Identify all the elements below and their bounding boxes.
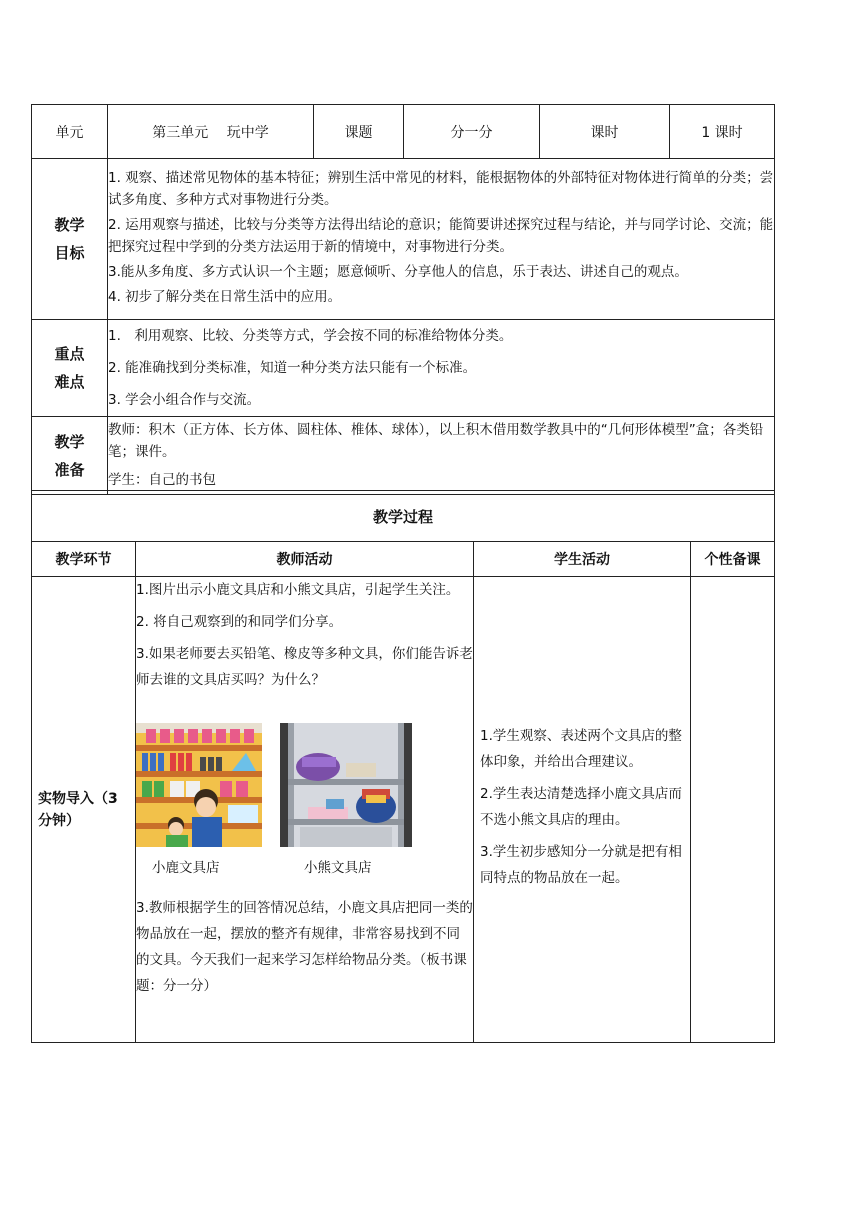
teacher-activity-cell	[136, 577, 474, 1043]
preparation-item: 教师：积木（正方体、长方体、圆柱体、椎体、球体），以上积木借用数学教具中的“几何形体模型”盒；各类铅笔；课件。	[108, 422, 764, 460]
column-teacher: 教师活动	[136, 542, 474, 577]
goal-item: 4. 初步了解分类在日常生活中的应用。	[108, 289, 342, 305]
goals-content	[108, 159, 775, 320]
goal-item: 2. 运用观察与描述，比较与分类等方法得出结论的意识；能简要讲述探究过程与结论，并与同学讨论、交流；能把探究过程中学到的分类方法运用于新的情境中，对事物进行分类。	[108, 217, 774, 255]
bear-store-image	[280, 723, 412, 847]
teacher-step: 1.图片出示小鹿文具店和小熊文具店，引起学生关注。	[136, 582, 460, 598]
store-images	[136, 723, 473, 847]
stage-cell: 实物导入（3分钟）	[32, 577, 136, 1043]
personal-notes-cell	[691, 577, 775, 1043]
student-step: 1.学生观察、表述两个文具店的整体印象，并给出合理建议。	[480, 727, 682, 770]
process-table	[31, 490, 775, 1043]
key-point-item: 1. 利用观察、比较、分类等方式，学会按不同的标准给物体分类。	[108, 328, 513, 344]
process-title: 教学过程	[32, 491, 775, 542]
teacher-step: 3.如果老师要去买铅笔、橡皮等多种文具，你们能告诉老师去谁的文具店买吗？为什么？	[136, 646, 473, 688]
student-step: 3.学生初步感知分一分就是把有相同特点的物品放在一起。	[480, 843, 682, 886]
topic-value: 分一分	[404, 105, 540, 159]
student-step: 2.学生表达清楚选择小鹿文具店而不选小熊文具店的理由。	[480, 785, 682, 828]
teacher-step: 2. 将自己观察到的和同学们分享。	[136, 614, 343, 630]
teacher-summary: 3.教师根据学生的回答情况总结，小鹿文具店把同一类的物品放在一起，摆放的整齐有规律，非常容易找到不同的文具。今天我们一起来学习怎样给物品分类。（板书课题：分一分）	[136, 900, 473, 994]
key-points-content	[108, 320, 775, 417]
key-point-item: 2. 能准确找到分类标准，知道一种分类方法只能有一个标准。	[108, 360, 477, 376]
preparation-label: 教学准备	[32, 417, 108, 495]
key-point-item: 3. 学会小组合作与交流。	[108, 392, 261, 408]
topic-label: 课题	[314, 105, 404, 159]
unit-value: 第三单元 玩中学	[108, 105, 314, 159]
deer-store-caption: 小鹿文具店	[152, 860, 220, 876]
store-captions	[136, 855, 473, 881]
column-student: 学生活动	[474, 542, 691, 577]
hours-value: 1 课时	[670, 105, 775, 159]
goal-item: 1. 观察、描述常见物体的基本特征；辨别生活中常见的材料，能根据物体的外部特征对物体进行简单的分类；尝试多角度、多种方式对事物进行分类。	[108, 170, 774, 208]
lesson-info-table	[31, 104, 775, 495]
column-personal: 个性备课	[691, 542, 775, 577]
bear-store-caption: 小熊文具店	[304, 860, 372, 876]
unit-label: 单元	[32, 105, 108, 159]
preparation-item: 学生：自己的书包	[108, 472, 216, 488]
deer-store-image	[136, 723, 262, 847]
student-activity-cell	[474, 577, 691, 1043]
preparation-content	[108, 417, 775, 495]
key-points-label: 重点难点	[32, 320, 108, 417]
goal-item: 3.能从多角度、多方式认识一个主题；愿意倾听、分享他人的信息，乐于表达、讲述自己的观点。	[108, 264, 688, 280]
column-stage: 教学环节	[32, 542, 136, 577]
hours-label: 课时	[540, 105, 670, 159]
goals-label: 教学目标	[32, 159, 108, 320]
